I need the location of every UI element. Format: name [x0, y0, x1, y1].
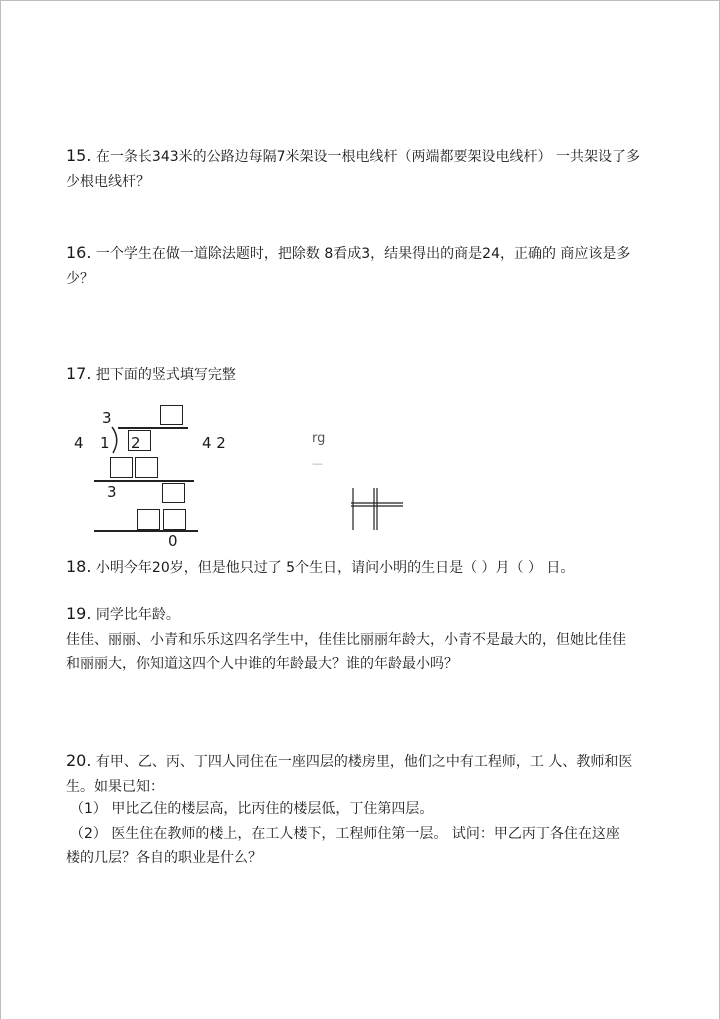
- q16-number: 16.: [66, 243, 92, 262]
- grid-figure: [350, 487, 404, 531]
- q20-condition-2: [70, 824, 620, 844]
- q19-title-line: [66, 604, 180, 625]
- q16-line-2: 少？: [66, 271, 94, 287]
- final-remainder: 0: [168, 532, 178, 550]
- q20-line-2: 生。如果已知：: [66, 779, 164, 795]
- quotient-blank-box[interactable]: [160, 405, 183, 425]
- dividend-digit-2: 2: [131, 434, 141, 452]
- q18-text: 小明今年20岁，但是他只过了 5个生日，请问小明的生日是（ ）月（ ） 日。: [95, 560, 575, 576]
- q16-line-1: [66, 243, 630, 264]
- product-blank-box-2[interactable]: [135, 457, 158, 478]
- q20-number: 20.: [66, 751, 92, 770]
- subtraction-line-2: [94, 530, 198, 532]
- q20-text-1: 有甲、乙、丙、丁四人同住在一座四层的楼房里，他们之中有工程师，工 人、教师和医: [95, 754, 633, 770]
- q20-line-3: 楼的几层？各自的职业是什么？: [66, 850, 262, 866]
- q15-line-2: 少根电线杆？: [66, 174, 150, 190]
- q16-text-1: 一个学生在做一道除法题时，把除数 8看成3，结果得出的商是24，正确的 商应该是多: [95, 246, 631, 262]
- q15-line-1: [66, 146, 640, 167]
- subtraction-line-1: [94, 480, 194, 482]
- q19-line-2: 和丽丽大，你知道这四个人中谁的年龄最大？谁的年龄最小吗？: [66, 656, 458, 672]
- partial-remainder-digit: 3: [107, 483, 117, 501]
- q18-number: 18.: [66, 557, 92, 576]
- product-blank-box-4[interactable]: [163, 509, 186, 530]
- dividend-digit-1: 1: [100, 434, 110, 452]
- page-top-edge: [0, 0, 720, 1]
- division-top-bar: [118, 427, 188, 429]
- q20-line-1: [66, 751, 632, 772]
- divisor-digit: 4: [74, 434, 84, 452]
- q15-text-1: 在一条长343米的公路边每隔7米架设一根电线杆（两端都要架设电线杆） 一共架设了多: [95, 149, 640, 165]
- bring-down-blank-box[interactable]: [162, 483, 185, 503]
- q18-line: [66, 557, 574, 578]
- aside-number: 4 2: [202, 434, 226, 452]
- q20-cond1-text: 甲比乙住的楼层高，比丙住的楼层低，丁住第四层。: [111, 801, 434, 817]
- q20-cond2-text: 医生住在教师的楼上，在工人楼下，工程师住第一层。 试问：甲乙丙丁各住在这座: [111, 826, 620, 842]
- q17-title: 把下面的竖式填写完整: [95, 367, 236, 383]
- q19-title: 同学比年龄。: [95, 607, 180, 623]
- q17-number: 17.: [66, 364, 92, 383]
- product-blank-box-3[interactable]: [137, 509, 160, 530]
- side-mark: rg: [312, 431, 326, 446]
- q15-number: 15.: [66, 146, 92, 165]
- side-dash: —: [312, 457, 323, 470]
- q20-cond2-label: （2）: [70, 826, 107, 842]
- division-bracket: [110, 426, 122, 454]
- quotient-digit: 3: [102, 409, 112, 427]
- product-blank-box-1[interactable]: [110, 457, 133, 478]
- q19-number: 19.: [66, 604, 92, 623]
- q17-line: [66, 364, 236, 385]
- q19-line-1: 佳佳、丽丽、小青和乐乐这四名学生中，佳佳比丽丽年龄大，小青不是最大的，但她比佳佳: [66, 632, 626, 648]
- page-left-edge: [0, 0, 1, 1019]
- q20-cond1-label: （1）: [70, 801, 107, 817]
- q20-condition-1: [70, 799, 433, 819]
